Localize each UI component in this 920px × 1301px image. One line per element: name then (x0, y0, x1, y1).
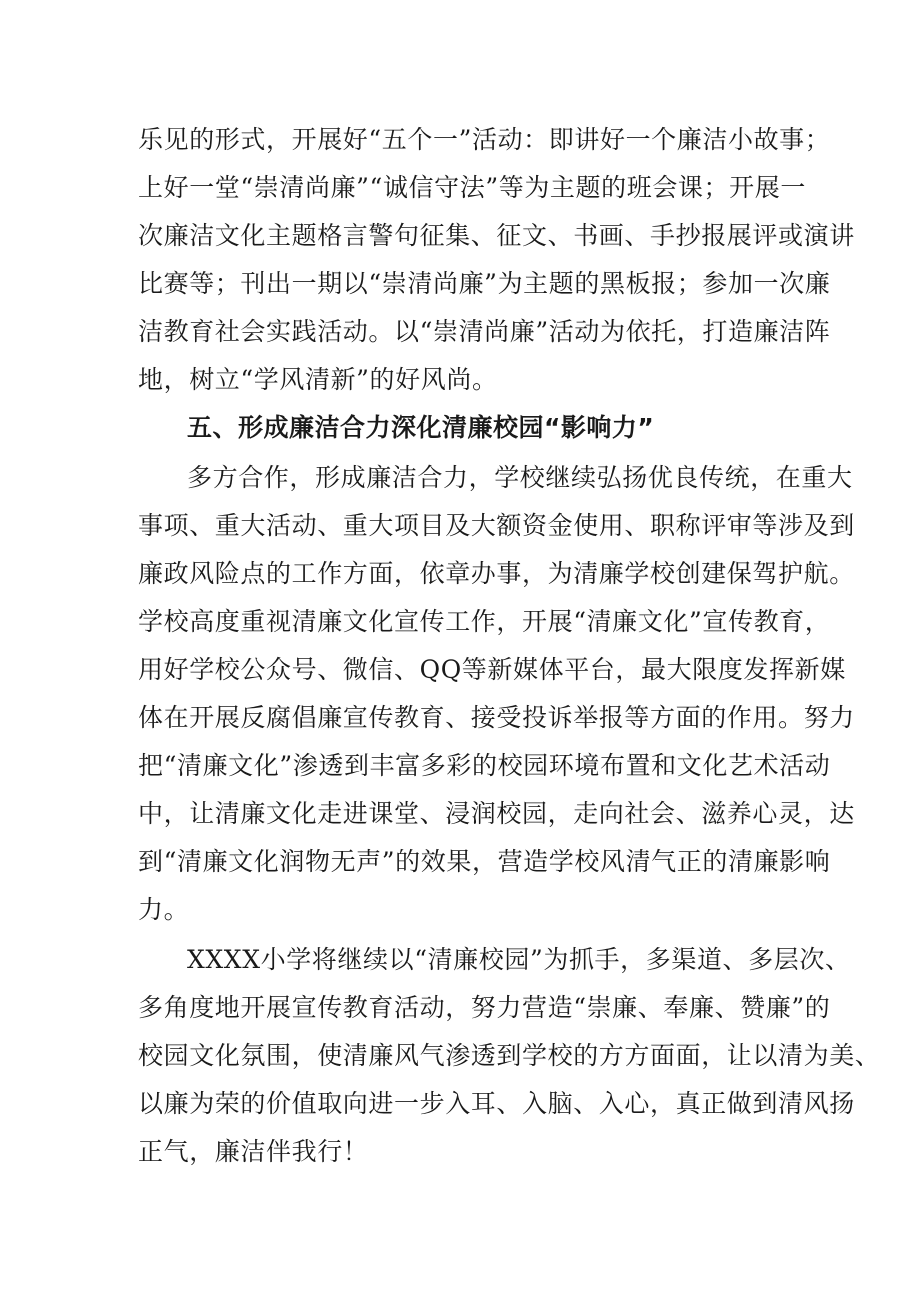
paragraph-3-line-2: 多角度地开展宣传教育活动，努力营造“崇廉、奉廉、赞廉”的 (138, 993, 831, 1022)
paragraph-1-line-4: 比赛等；刊出一期以“崇清尚廉”为主题的黑板报；参加一次廉 (138, 269, 831, 298)
paragraph-1-line-5: 洁教育社会实践活动。以“崇清尚廉”活动为依托，打造廉洁阵 (138, 317, 831, 346)
paragraph-2-line-4: 学校高度重视清廉文化宣传工作，开展“清廉文化”宣传教育， (138, 607, 831, 636)
paragraph-1-line-6: 地，树立“学风清新”的好风尚。 (138, 365, 498, 394)
paragraph-2-line-3: 廉政风险点的工作方面，依章办事，为清廉学校创建保驾护航。 (138, 559, 855, 588)
paragraph-3-line-1: XXXX小学将继续以“清廉校园”为抓手，多渠道、多层次、 (187, 945, 851, 974)
paragraph-2-line-6: 体在开展反腐倡廉宣传教育、接受投诉举报等方面的作用。努力 (138, 703, 855, 732)
paragraph-2-line-10: 力。 (138, 895, 190, 924)
paragraph-3-line-3: 校园文化氛围，使清廉风气渗透到学校的方方面面，让以清为美、 (138, 1041, 881, 1070)
paragraph-2-line-7: 把“清廉文化”渗透到丰富多彩的校园环境布置和文化艺术活动 (138, 751, 831, 780)
paragraph-2-line-5: 用好学校公众号、微信、QQ等新媒体平台，最大限度发挥新媒 (138, 655, 846, 684)
paragraph-2-line-9: 到“清廉文化润物无声”的效果，营造学校风清气正的清廉影响 (138, 847, 831, 876)
paragraph-2-line-1: 多方合作，形成廉洁合力，学校继续弘扬优良传统，在重大 (187, 463, 853, 492)
section-heading-5: 五、形成廉洁合力深化清廉校园“影响力” (187, 413, 655, 442)
paragraph-2-line-8: 中，让清廉文化走进课堂、浸润校园，走向社会、滋养心灵，达 (138, 799, 855, 828)
paragraph-1-line-3: 次廉洁文化主题格言警句征集、征文、书画、手抄报展评或演讲 (138, 221, 855, 250)
paragraph-2-line-2: 事项、重大活动、重大项目及大额资金使用、职称评审等涉及到 (138, 511, 855, 540)
paragraph-1-line-2: 上好一堂“崇清尚廉”“诚信守法”等为主题的班会课；开展一 (138, 173, 806, 202)
paragraph-3-line-5: 正气，廉洁伴我行！ (138, 1137, 369, 1166)
paragraph-1-line-1: 乐见的形式，开展好“五个一”活动：即讲好一个廉洁小故事； (138, 125, 831, 154)
paragraph-3-line-4: 以廉为荣的价值取向进一步入耳、入脑、入心，真正做到清风扬 (138, 1089, 855, 1118)
